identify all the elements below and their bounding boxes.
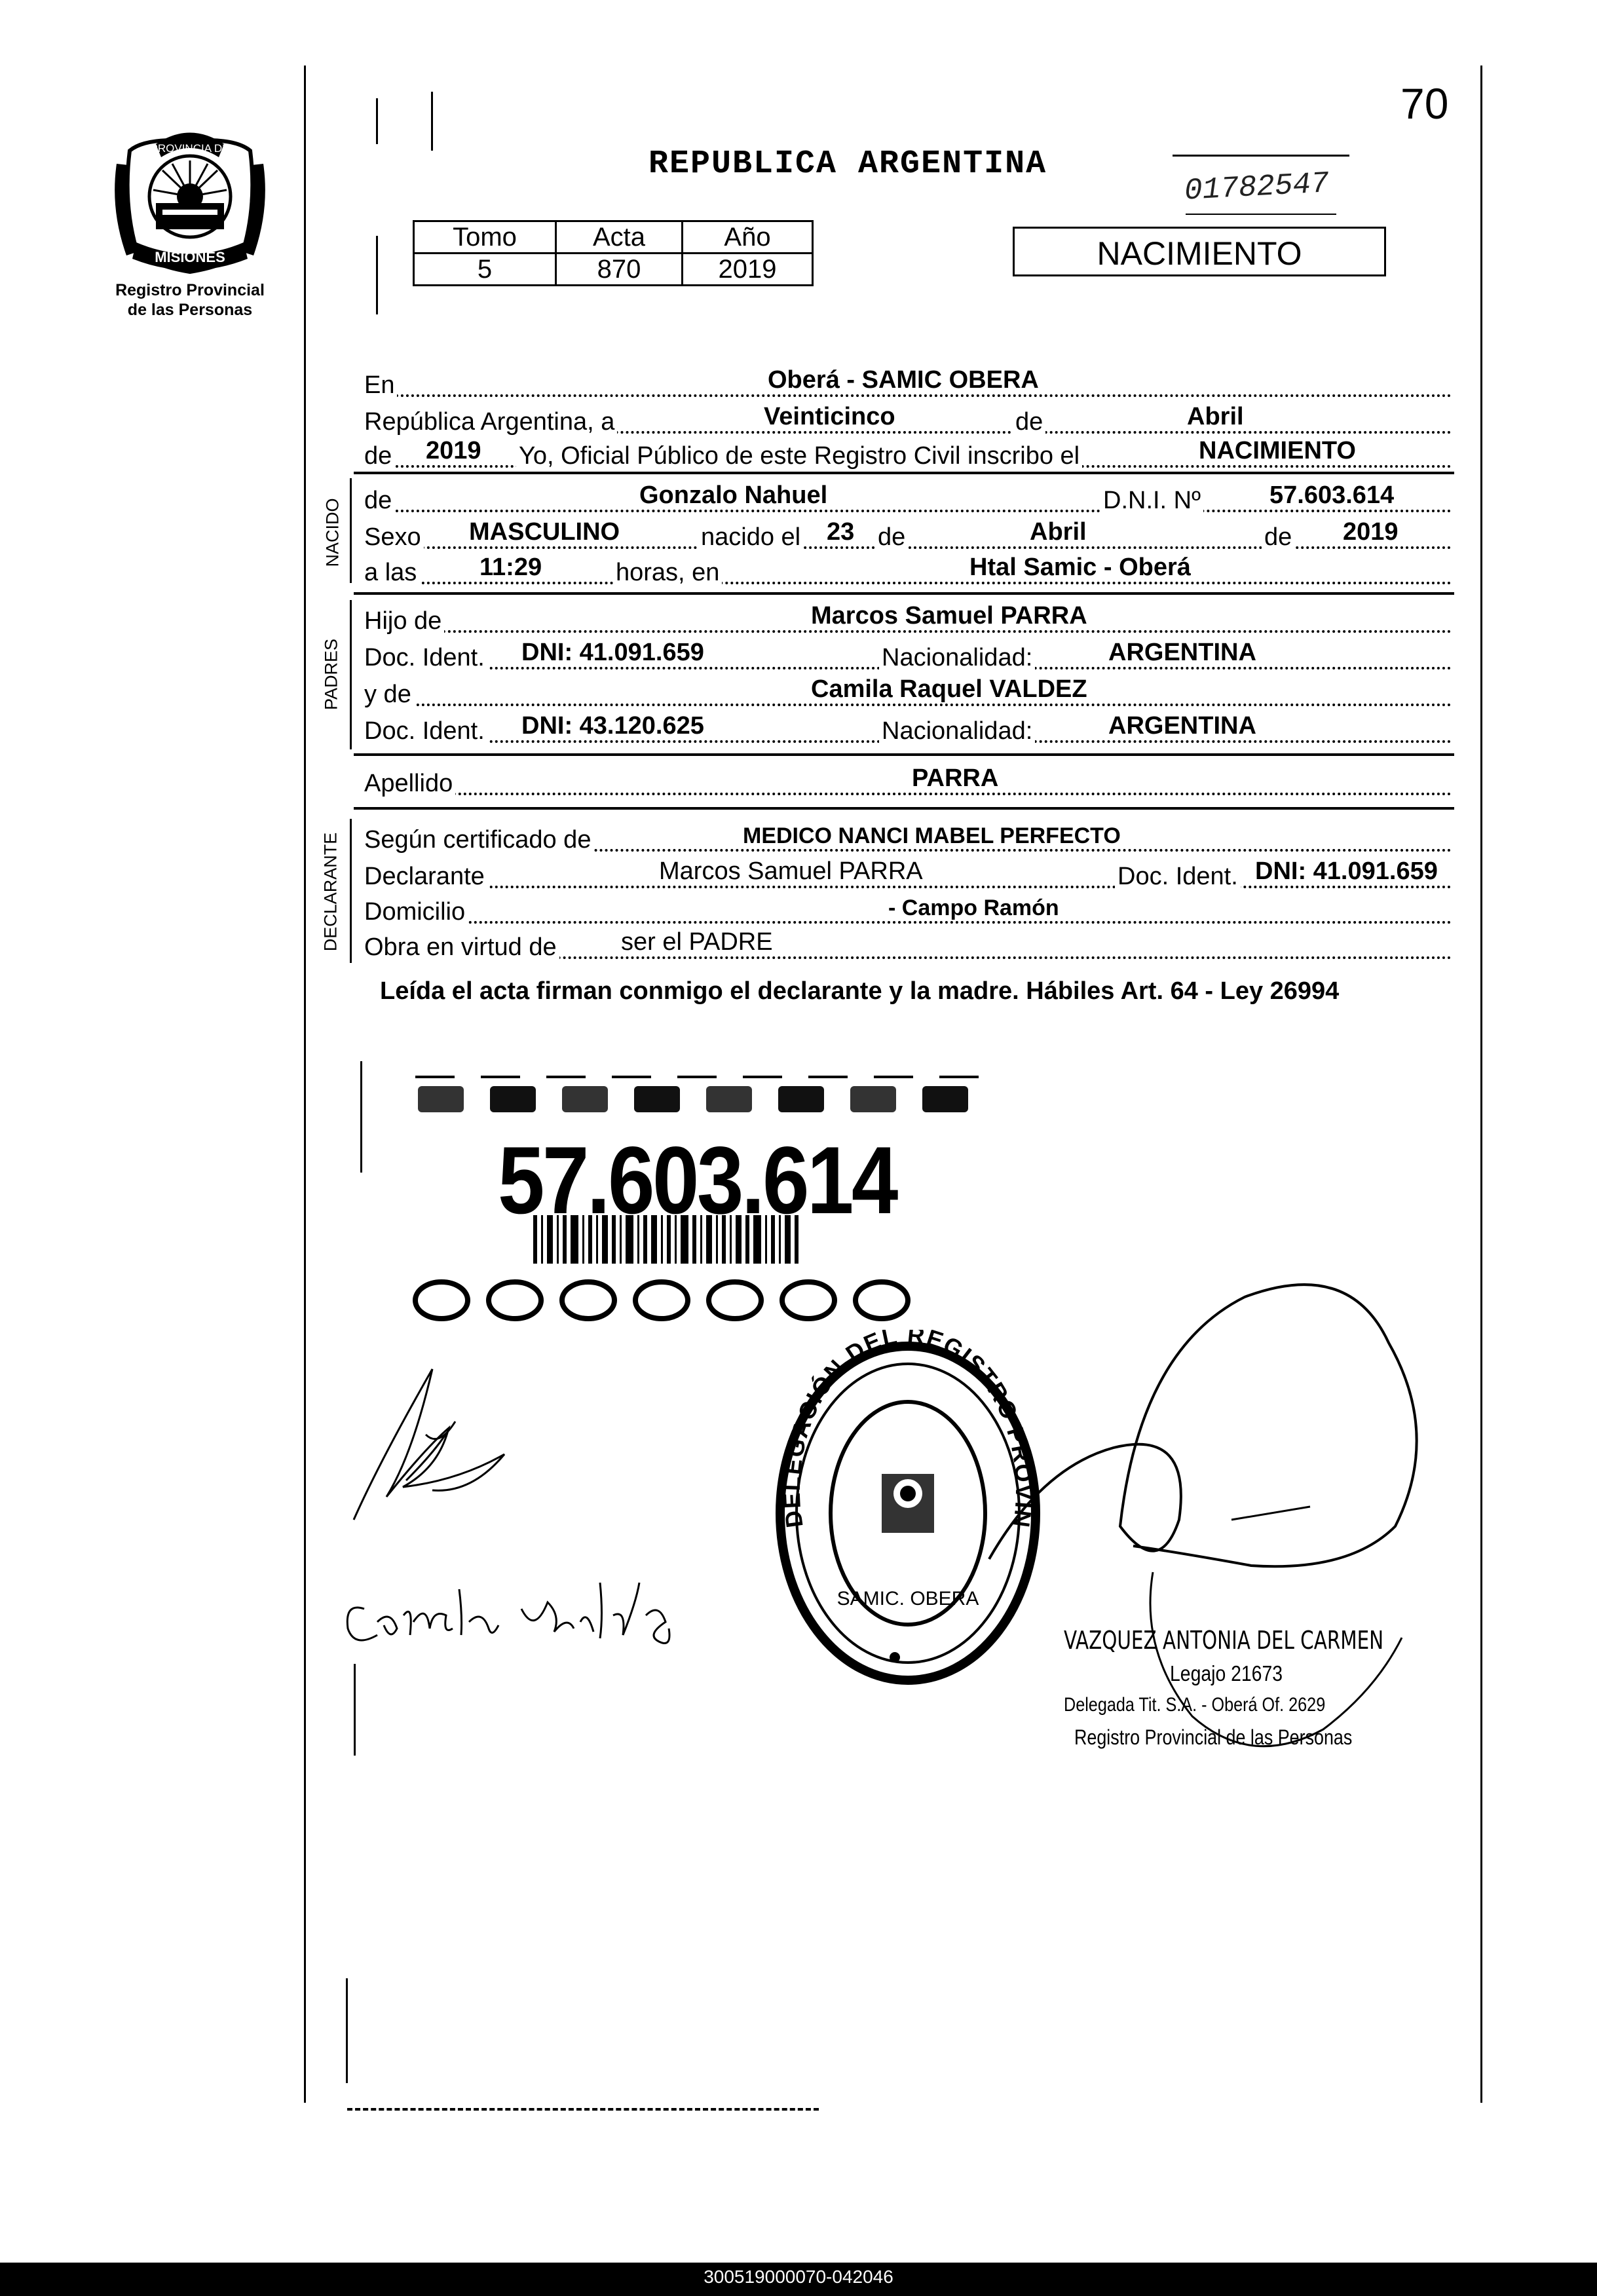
- month-value: Abril: [1187, 403, 1244, 430]
- d-pattern-mark: [855, 1282, 908, 1319]
- day-value: Veinticinco: [764, 403, 895, 430]
- child-dni: 57.603.614: [1269, 481, 1395, 509]
- acta-value: 870: [556, 254, 683, 286]
- official-name: VAZQUEZ ANTONIA DEL CARMEN: [1064, 1626, 1384, 1655]
- row-certificado: [364, 821, 1452, 858]
- section-divider: [354, 807, 1454, 810]
- margin-mark: [354, 1664, 356, 1756]
- obra-value: ser el PADRE: [621, 928, 773, 956]
- row-declarante: [364, 858, 1452, 895]
- declarante-doc: DNI: 41.091.659: [1255, 857, 1438, 885]
- declarante-doc-label: Doc. Ident.: [1115, 863, 1241, 891]
- r-pattern-mark: [922, 1086, 968, 1112]
- de-year-label: de: [364, 442, 394, 470]
- padres-bracket: [350, 600, 352, 749]
- logo-caption-line2: de las Personas: [127, 301, 253, 319]
- year-value: 2019: [426, 437, 481, 464]
- row-obra: [364, 929, 1452, 966]
- mother-doc: DNI: 43.120.625: [521, 712, 704, 740]
- r-pattern-mark: [490, 1086, 536, 1112]
- r-pattern-mark: [634, 1086, 680, 1112]
- de-label: de: [1013, 408, 1045, 436]
- en-value: Oberá - SAMIC OBERA: [768, 366, 1039, 394]
- d-pattern-mark: [635, 1282, 688, 1319]
- en-label: En: [364, 371, 397, 400]
- official-legajo: Legajo 21673: [1170, 1661, 1283, 1685]
- y-de-label: y de: [364, 681, 414, 709]
- footer-code: 300519000070-042046: [704, 2267, 893, 2287]
- d-pattern-mark: [562, 1282, 614, 1319]
- father-nationality: ARGENTINA: [1108, 639, 1256, 666]
- padres-section-label: PADRES: [321, 638, 341, 711]
- row-nacido-name: [364, 482, 1452, 519]
- logo-caption-line1: Registro Provincial: [115, 281, 265, 299]
- sexo-value: MASCULINO: [469, 518, 620, 546]
- birth-month: Abril: [1030, 518, 1087, 546]
- margin-mark: [360, 1061, 362, 1173]
- nacido-de-label: de: [364, 487, 394, 515]
- father-doc: DNI: 41.091.659: [521, 639, 704, 666]
- section-divider: [354, 753, 1454, 756]
- obra-label: Obra en virtud de: [364, 933, 559, 962]
- mother-nat-label: Nacionalidad:: [879, 717, 1035, 745]
- row-father-doc: [364, 639, 1452, 676]
- domicilio-value: - Campo Ramón: [888, 895, 1059, 920]
- apellido-value: PARRA: [912, 764, 999, 792]
- r-pattern-mark: [706, 1086, 752, 1112]
- row-en: [364, 367, 1452, 404]
- declarante-section-label: DECLARANTE: [320, 832, 341, 952]
- birth-year: 2019: [1343, 518, 1399, 546]
- stamp-inner-text: SAMIC. OBERA: [836, 1588, 979, 1609]
- section-divider: [354, 472, 1454, 474]
- declarante-label: Declarante: [364, 863, 487, 891]
- row-hijo-de: [364, 603, 1452, 639]
- tomo-value: 5: [414, 254, 556, 286]
- ano-header: Año: [683, 221, 813, 254]
- birth-time: 11:29: [479, 554, 542, 581]
- logo-bottom-text: MISIONES: [155, 249, 225, 265]
- republica-label: República Argentina, a: [364, 408, 617, 436]
- right-margin-line: [1480, 66, 1482, 2103]
- r-pattern-mark: [418, 1086, 464, 1112]
- birth-place: Htal Samic - Oberá: [969, 554, 1191, 581]
- margin-mark: [376, 98, 378, 144]
- mother-doc-label: Doc. Ident.: [364, 717, 487, 745]
- row-hora: [364, 554, 1452, 591]
- inscribo-value: NACIMIENTO: [1199, 437, 1356, 464]
- mother-name: Camila Raquel VALDEZ: [811, 675, 1087, 703]
- birth-day: 23: [827, 518, 855, 546]
- r-pattern-mark: [562, 1086, 608, 1112]
- de-label-2: de: [875, 523, 908, 552]
- margin-mark: [346, 1978, 348, 2083]
- left-margin-line: [304, 66, 306, 2103]
- acta-header: Acta: [556, 221, 683, 254]
- row-sexo: [364, 519, 1452, 555]
- dni-big-number: 57.603.614: [498, 1127, 896, 1233]
- d-pattern-mark: [782, 1282, 835, 1319]
- apellido-label: Apellido: [364, 770, 455, 798]
- father-doc-label: Doc. Ident.: [364, 644, 487, 672]
- tomo-header: Tomo: [414, 221, 556, 254]
- row-republica: [364, 404, 1452, 440]
- section-divider: [354, 592, 1454, 595]
- nacido-el-label: nacido el: [698, 523, 803, 552]
- dni-label: D.N.I. Nº: [1100, 487, 1203, 515]
- d-pattern-row: [415, 1282, 908, 1319]
- ano-value: 2019: [683, 254, 813, 286]
- serial-rule: [1186, 214, 1336, 215]
- nacido-section-label: NACIDO: [322, 498, 343, 567]
- child-name: Gonzalo Nahuel: [639, 481, 828, 509]
- bottom-dashed-line: [347, 2105, 819, 2111]
- row-apellido: [364, 765, 1452, 802]
- margin-mark: [431, 92, 433, 151]
- r-pattern-mark: [850, 1086, 896, 1112]
- row-mother-doc: [364, 713, 1452, 749]
- closing-text: Leída el acta firman conmigo el declarante y la madre. Hábiles Art. 64 - Ley 26994: [380, 977, 1340, 1005]
- de-label-3: de: [1262, 523, 1294, 552]
- d-pattern-mark: [709, 1282, 761, 1319]
- registry-table: [413, 220, 814, 286]
- domicilio-label: Domicilio: [364, 898, 468, 926]
- logo-caption: [85, 280, 295, 320]
- serial-number: 01782547: [1183, 166, 1330, 208]
- father-signature: [341, 1356, 524, 1530]
- father-name: Marcos Samuel PARRA: [811, 602, 1087, 630]
- oficial-text: Yo, Oficial Público de este Registro Civil inscribo el: [516, 442, 1082, 470]
- mother-nationality: ARGENTINA: [1108, 712, 1256, 740]
- document-title: REPUBLICA ARGENTINA: [648, 145, 1047, 183]
- a-las-label: a las: [364, 559, 419, 587]
- declarante-value: Marcos Samuel PARRA: [659, 857, 923, 885]
- r-pattern-mark: [778, 1086, 824, 1112]
- official-role: Delegada Tit. S.A. - Oberá Of. 2629: [1064, 1694, 1326, 1716]
- hijo-de-label: Hijo de: [364, 607, 444, 635]
- row-y-de: [364, 676, 1452, 713]
- d-pattern-mark: [415, 1282, 468, 1319]
- father-nat-label: Nacionalidad:: [879, 644, 1035, 672]
- margin-mark: [376, 236, 378, 314]
- act-type-box: NACIMIENTO: [1013, 227, 1386, 276]
- logo-top-text: PROVINCIA DE: [150, 142, 230, 155]
- sexo-label: Sexo: [364, 523, 424, 552]
- stamp-ring-text: DELEGACIÓN DEL REGISTRO PROVIN: [778, 1330, 1038, 1530]
- declarante-bracket: [350, 819, 352, 963]
- d-pattern-mark: [489, 1282, 541, 1319]
- mother-signature: [338, 1563, 679, 1658]
- provincial-seal-logo: [110, 124, 270, 282]
- row-oficial: [364, 438, 1452, 474]
- nacido-bracket: [350, 478, 352, 583]
- page-number: 70: [1400, 79, 1449, 128]
- serial-rule: [1173, 155, 1349, 157]
- horas-label: horas, en: [613, 559, 722, 587]
- row-domicilio: [364, 894, 1452, 930]
- certificado-value: MEDICO NANCI MABEL PERFECTO: [743, 823, 1121, 848]
- segun-label: Según certificado de: [364, 826, 593, 854]
- r-pattern-row: [418, 1086, 968, 1112]
- official-registry: Registro Provincial de las Personas: [1074, 1725, 1353, 1749]
